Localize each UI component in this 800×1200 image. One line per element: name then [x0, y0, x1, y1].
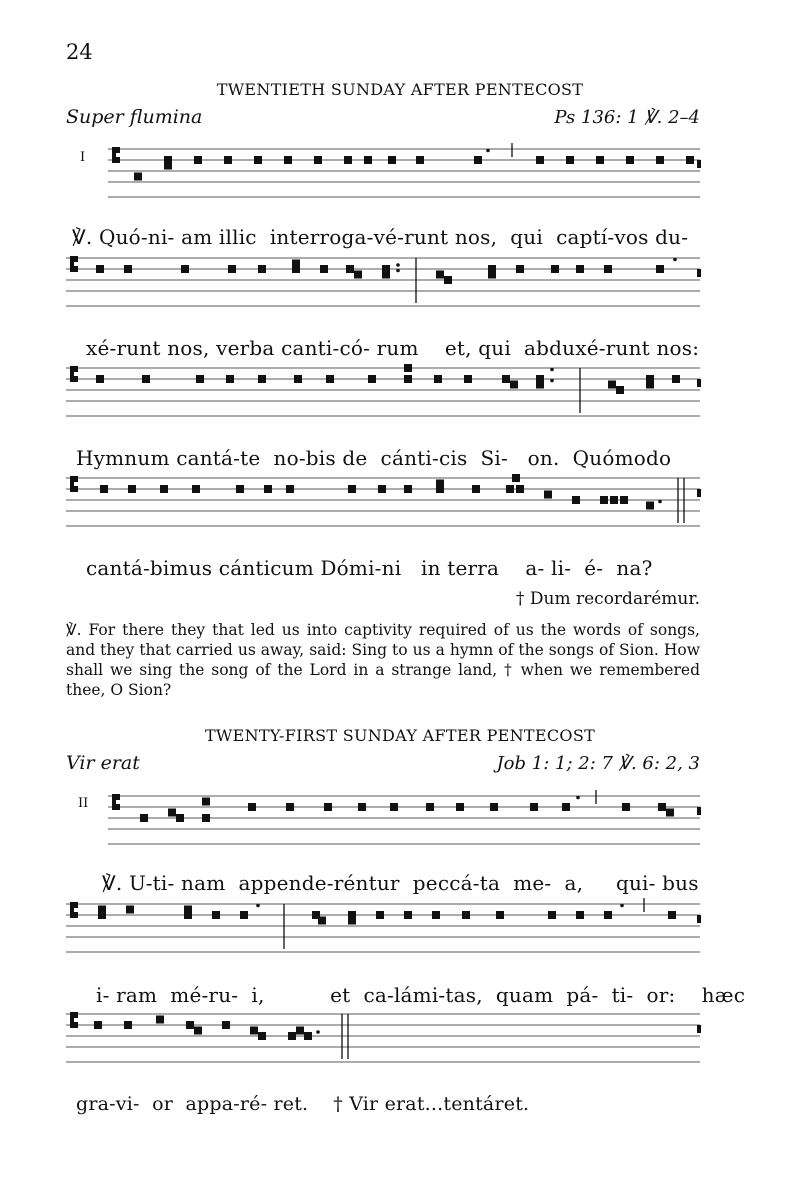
lyric-line: ℣. U-ti- nam appende-réntur peccá-ta me- a, qui- bus [102, 871, 699, 895]
neume-note [94, 1021, 102, 1029]
lyric-line: i- ram mé-ru- i, et ca-lámi-tas, quam pá- ti- or: hæc [96, 983, 746, 1007]
chant-name: Vir erat [66, 752, 140, 774]
neume-note [304, 1032, 312, 1040]
neume-note [194, 1027, 202, 1035]
neume-note [296, 1027, 304, 1035]
page-number: 24 [66, 40, 93, 64]
cue-text: † Dum recordarémur. [515, 589, 700, 609]
neume-note [124, 1021, 132, 1029]
lyric-line: Hymnum cantá-te no-bis de cánti-cis Si- on. Quómodo [76, 446, 672, 470]
mora-dot [316, 1030, 320, 1034]
neume-note [258, 1032, 266, 1040]
clef-icon [70, 1012, 78, 1028]
lyric-line: gra-vi- or appa-ré- ret. † Vir erat...tentáret. [76, 1093, 530, 1115]
section-title: TWENTY-FIRST SUNDAY AFTER PENTECOST [204, 726, 596, 745]
custos-icon [697, 1025, 701, 1033]
mode-number: I [80, 150, 86, 165]
chant-reference: Ps 136: 1 ℣. 2–4 [554, 107, 700, 128]
neume-note [156, 1016, 164, 1024]
neume-note [186, 1021, 194, 1029]
lyric-line: cantá-bimus cánticum Dómi-ni in terra a- li- é- na? [86, 556, 653, 580]
mode-number: II [78, 796, 89, 811]
chant-reference: Job 1: 1; 2: 7 ℣. 6: 2, 3 [496, 753, 700, 774]
neume-note [288, 1032, 296, 1040]
translation-text: ℣. For there they that led us into captivity required of us the words of songs, and they that carried us away, said: Sing to us a hymn of the songs of Sion. How shall we sing the song of the Lord in a strange land, † when we remembered thee, O Sion? [66, 621, 700, 699]
lyric-line: ℣. Quó-ni- am illic interroga-vé-runt nos, qui captí-vos du- [72, 225, 689, 249]
neume-note [222, 1021, 230, 1029]
lyric-line: xé-runt nos, verba canti-có- rum et, qui abduxé-runt nos: [86, 336, 700, 360]
chant-name: Super flumina [66, 106, 203, 128]
neume-note [250, 1027, 258, 1035]
section-title: TWENTIETH SUNDAY AFTER PENTECOST [216, 80, 584, 99]
